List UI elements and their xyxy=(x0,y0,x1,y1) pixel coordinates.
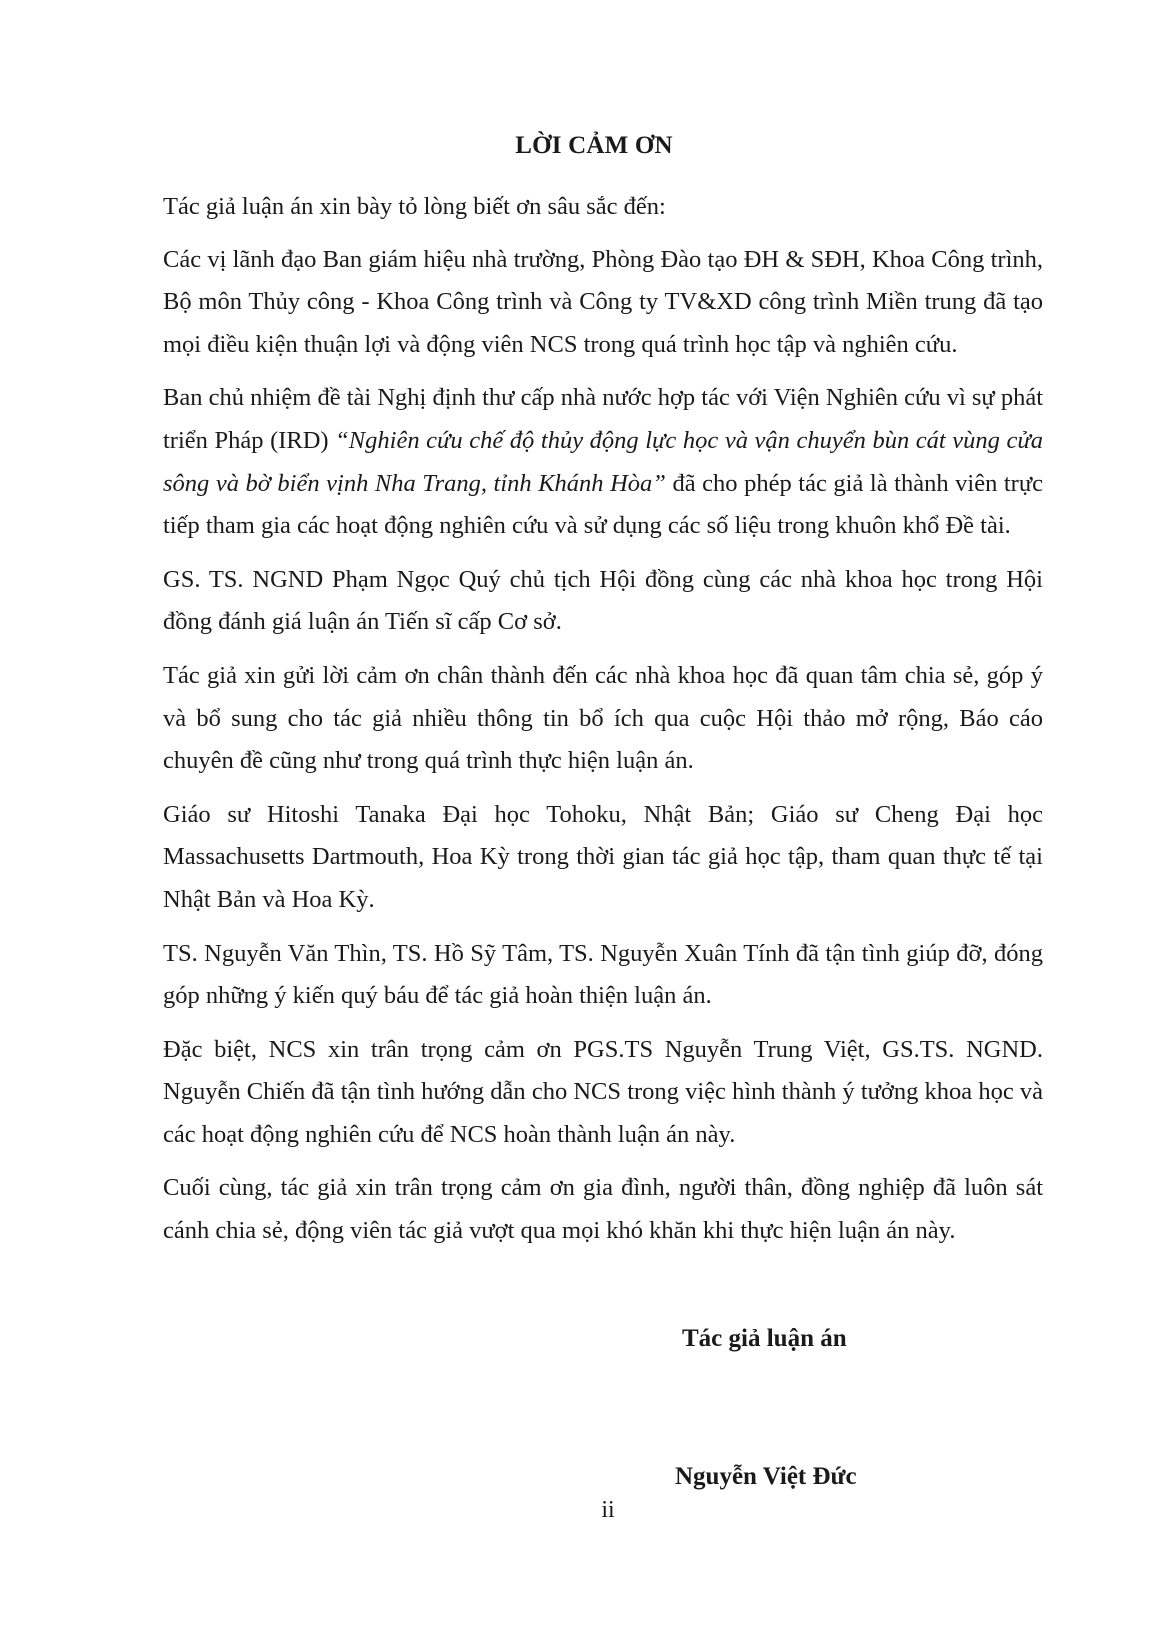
paragraph-council-thanks: GS. TS. NGND Phạm Ngọc Quý chủ tịch Hội đồng cùng các nhà khoa học trong Hội đồng đánh giá luận án Tiến sĩ cấp Cơ sở. xyxy=(163,565,1043,636)
document-body xyxy=(163,186,1043,1264)
page-title: LỜI CẢM ƠN xyxy=(515,132,673,159)
intro-paragraph: Tác giả luận án xin bày tỏ lòng biết ơn sâu sắc đến: xyxy=(163,193,666,220)
paragraph-project-thanks xyxy=(163,377,1043,547)
paragraph-university-thanks: Các vị lãnh đạo Ban giám hiệu nhà trường, Phòng Đào tạo ĐH & SĐH, Khoa Công trình, Bộ môn Thủy công - Khoa Công trình và Công ty TV&XD công trình Miền trung đã tạo mọi điều kiện thuận lợi và động viên NCS trong quá trình học tập và nghiên cứu. xyxy=(163,245,1043,358)
paragraph-professors-thanks: Giáo sư Hitoshi Tanaka Đại học Tohoku, Nhật Bản; Giáo sư Cheng Đại học Massachusetts Dartmouth, Hoa Kỳ trong thời gian tác giả học tập, tham quan thực tế tại Nhật Bản và Hoa Kỳ. xyxy=(163,800,1043,913)
paragraph-family-thanks: Cuối cùng, tác giả xin trân trọng cảm ơn gia đình, người thân, đồng nghiệp đã luôn sát cánh chia sẻ, động viên tác giả vượt qua mọi khó khăn khi thực hiện luận án này. xyxy=(163,1174,1043,1245)
signature-name: Nguyễn Việt Đức xyxy=(675,1463,857,1490)
project-text-after: đã cho phép tác giả là thành viên trực tiếp tham gia các hoạt động nghiên cứu và sử dụng các số liệu trong khuôn khổ Đề tài. xyxy=(163,469,1043,540)
page-number: ii xyxy=(601,1497,615,1523)
paragraph-doctors-thanks: TS. Nguyễn Văn Thìn, TS. Hồ Sỹ Tâm, TS. Nguyễn Xuân Tính đã tận tình giúp đỡ, đóng góp những ý kiến quý báu để tác giả hoàn thiện luận án. xyxy=(163,939,1043,1010)
paragraph-scientists-thanks: Tác giả xin gửi lời cảm ơn chân thành đến các nhà khoa học đã quan tâm chia sẻ, góp ý và bổ sung cho tác giả nhiều thông tin bổ ích qua cuộc Hội thảo mở rộng, Báo cáo chuyên đề cũng như trong quá trình thực hiện luận án. xyxy=(163,661,1043,775)
paragraph-supervisors-thanks: Đặc biệt, NCS xin trân trọng cảm ơn PGS.TS Nguyễn Trung Việt, GS.TS. NGND. Nguyễn Chiến đã tận tình hướng dẫn cho NCS trong việc hình thành ý tưởng khoa học và các hoạt động nghiên cứu để NCS hoàn thành luận án này. xyxy=(163,1035,1043,1148)
project-title-italic: “Nghiên cứu chế độ thủy động lực học và vận chuyển bùn cát vùng cửa sông và bờ biển vịnh Nha Trang, tỉnh Khánh Hòa” xyxy=(163,426,1043,497)
project-text-before: Ban chủ nhiệm đề tài Nghị định thư cấp nhà nước hợp tác với Viện Nghiên cứu vì sự phát triển Pháp (IRD) xyxy=(163,384,1044,454)
signature-role: Tác giả luận án xyxy=(682,1325,847,1352)
